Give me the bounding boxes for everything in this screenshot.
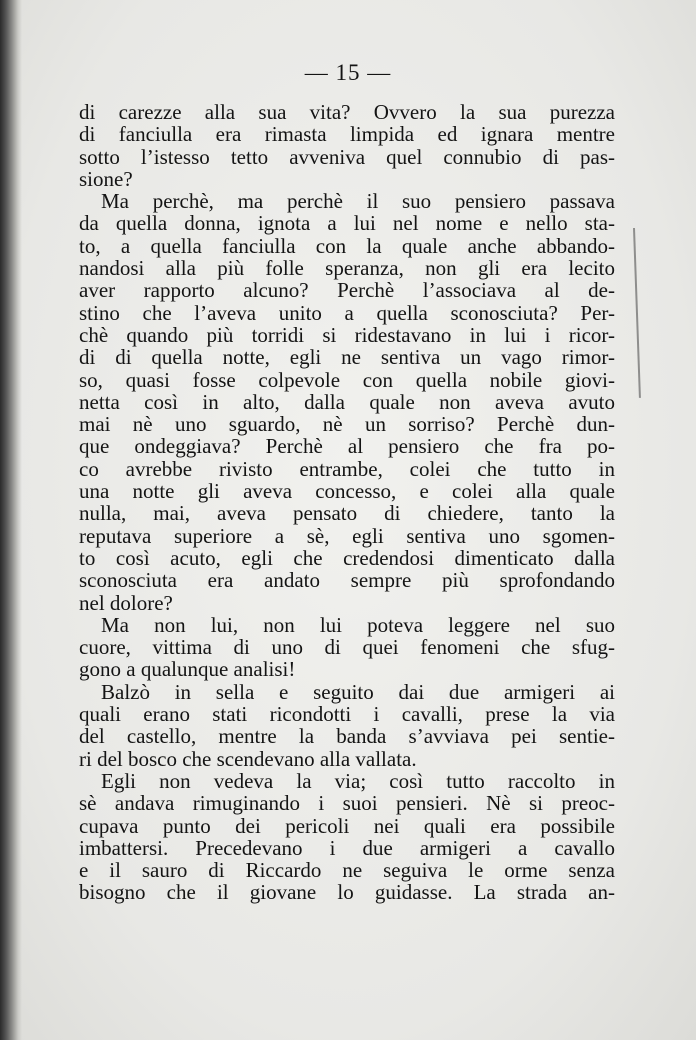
- text-line: di carezze alla sua vita? Ovvero la sua purezza: [79, 100, 615, 124]
- text-line: cuore, vittima di uno di quei fenomeni che sfug-: [79, 635, 615, 660]
- text-line: to così acuto, egli che credendosi dimenticato dalla: [79, 545, 615, 570]
- text-line: aver rapporto alcuno? Perchè l’associava al de-: [79, 278, 615, 303]
- text-line: sione?: [79, 166, 133, 191]
- text-line: bisogno che il giovane lo guidasse. La strada an-: [79, 880, 615, 905]
- text-line: di fanciulla era rimasta limpida ed ignara mentre: [79, 122, 615, 147]
- text-line: una notte gli aveva concesso, e colei alla quale: [79, 479, 615, 504]
- text-line: gono a qualunque analisi!: [79, 657, 296, 682]
- text-line: que ondeggiava? Perchè al pensiero che fra po-: [79, 434, 615, 459]
- text-line: Balzò in sella e seguito dai due armigeri ai: [101, 679, 615, 704]
- text-line: imbattersi. Precedevano i due armigeri a cavallo: [79, 835, 615, 860]
- text-line: e il sauro di Riccardo ne seguiva le orme senza: [79, 858, 615, 883]
- text-line: co avrebbe rivisto entrambe, colei che tutto in: [79, 456, 615, 481]
- text-line: Ma non lui, non lui poteva leggere nel suo: [101, 612, 615, 637]
- margin-pencil-mark: [633, 228, 641, 398]
- page-number: — 15 —: [304, 60, 392, 85]
- text-line: reputava superiore a sè, egli sentiva uno sgomen-: [79, 523, 615, 548]
- text-line: sconosciuta era andato sempre più sprofondando: [79, 568, 615, 593]
- text-line: stino che l’aveva unito a quella sconosciuta? Per-: [79, 300, 615, 325]
- text-line: nandosi alla più folle speranza, non gli era lecito: [79, 256, 615, 281]
- text-line: Ma perchè, ma perchè il suo pensiero passava: [101, 189, 615, 214]
- text-line: cupava punto dei pericoli nei quali era possibile: [79, 813, 615, 838]
- text-line: ri del bosco che scendevano alla vallata.: [79, 746, 417, 771]
- text-line: sotto l’istesso tetto avveniva quel connubio di pas-: [79, 144, 615, 169]
- text-line: nulla, mai, aveva pensato di chiedere, tanto la: [79, 501, 615, 526]
- text-line: chè quando più torridi si ridestavano in lui i ricor-: [79, 322, 615, 347]
- body-text: [79, 101, 615, 904]
- text-line: mai nè uno sguardo, nè un sorriso? Perchè dun-: [79, 412, 615, 437]
- text-line: to, a quella fanciulla con la quale anche abbando-: [79, 233, 615, 258]
- text-line: so, quasi fosse colpevole con quella nobile giovi-: [79, 367, 615, 392]
- text-line: Egli non vedeva la via; così tutto raccolto in: [101, 768, 615, 793]
- text-line: di di quella notte, egli ne sentiva un vago rimor-: [79, 345, 615, 370]
- book-spine-shadow: [0, 0, 22, 1040]
- text-line: netta così in alto, dalla quale non aveva avuto: [79, 389, 615, 414]
- text-line: nel dolore?: [79, 590, 173, 615]
- text-line: del castello, mentre la banda s’avviava pei sentie-: [79, 724, 615, 749]
- text-line: quali erano stati ricondotti i cavalli, prese la via: [79, 702, 615, 727]
- text-line: sè andava rimuginando i suoi pensieri. Nè si preoc-: [79, 791, 615, 816]
- text-line: da quella donna, ignota a lui nel nome e nello sta-: [79, 211, 615, 236]
